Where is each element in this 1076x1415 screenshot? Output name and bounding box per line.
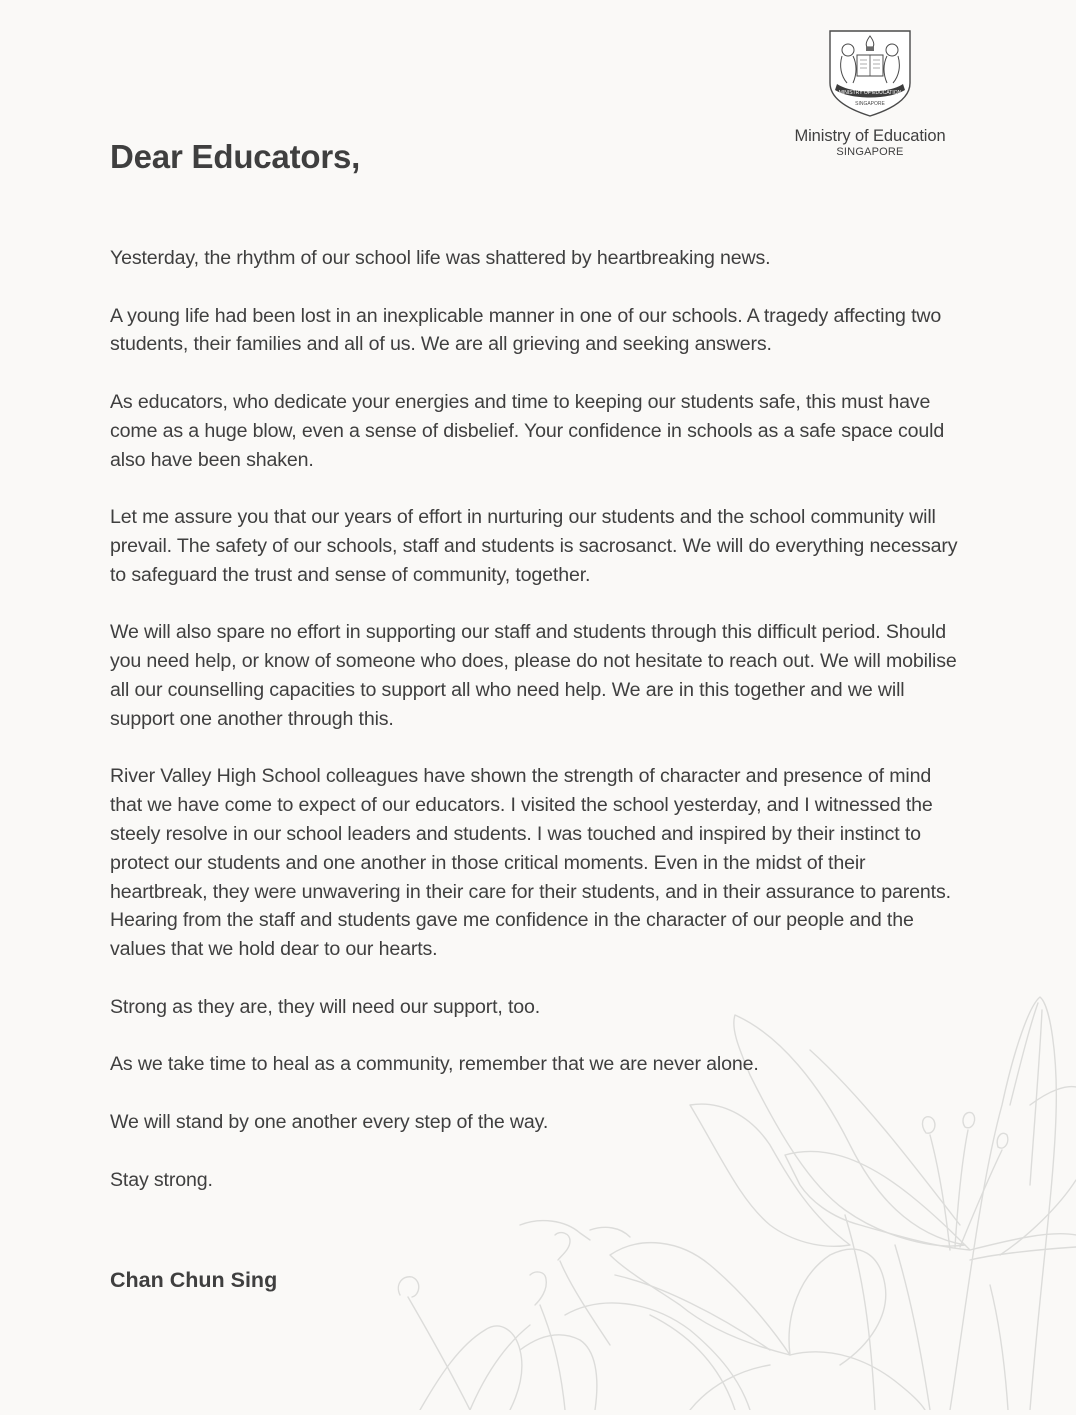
letter-closing: Stay strong. xyxy=(110,1168,213,1191)
letter-paragraph: As we take time to heal as a community, remember that we are never alone. xyxy=(110,1053,759,1076)
crest-sub-text: SINGAPORE xyxy=(855,101,885,107)
crest-banner-text: MINISTRY OF EDUCATION xyxy=(838,90,902,96)
letter-salutation: Dear Educators, xyxy=(110,138,361,175)
ministry-of-education-crest-icon xyxy=(827,28,913,118)
letter-paragraph: River Valley High School colleagues have shown the strength of character and presence of mind that we have come to expect of our educators. I visited the school yesterday, and I witnessed the steely resolve in our school leaders and students. I was touched and inspired by their instinct to protect our students and one another in those critical moments. Even in the midst of their heartbreak, they were unwavering in their care for their students, and in their assurance to parents. Hearing from the staff and students gave me confidence in the character of our people and the values that we hold dear to our hearts. xyxy=(110,765,951,961)
letter-paragraph: Let me assure you that our years of effort in nurturing our students and the school community will prevail. The safety of our schools, staff and students is sacrosanct. We will do everything necessary to safeguard the trust and sense of community, together. xyxy=(110,506,958,586)
letter-paragraph: We will also spare no effort in supporting our staff and students through this difficult period. Should you need help, or know of someone who does, please do not hesitate to reach out. We will mobilise all our counselling capacities to support all who need help. We are in this together and we will support one another through this. xyxy=(110,621,957,730)
organization-name: Ministry of Education xyxy=(794,127,946,145)
letterhead xyxy=(786,28,954,159)
letter-paragraph: Strong as they are, they will need our support, too. xyxy=(110,995,541,1018)
letter-signature: Chan Chun Sing xyxy=(110,1268,278,1292)
letter-paragraph: We will stand by one another every step of the way. xyxy=(110,1110,549,1133)
letter-paragraph: Yesterday, the rhythm of our school life was shattered by heartbreaking news. xyxy=(110,247,771,269)
organization-country: SINGAPORE xyxy=(836,146,904,158)
letter-body xyxy=(110,244,960,1223)
letter-paragraph: As educators, who dedicate your energies and time to keeping our students safe, this must have come as a huge blow, even a sense of disbelief. Your confidence in schools as a safe space could also have been shaken. xyxy=(110,390,945,471)
letter-paragraph: A young life had been lost in an inexplicable manner in one of our schools. A tragedy affecting two students, their families and all of us. We are all grieving and seeking answers. xyxy=(110,304,942,356)
